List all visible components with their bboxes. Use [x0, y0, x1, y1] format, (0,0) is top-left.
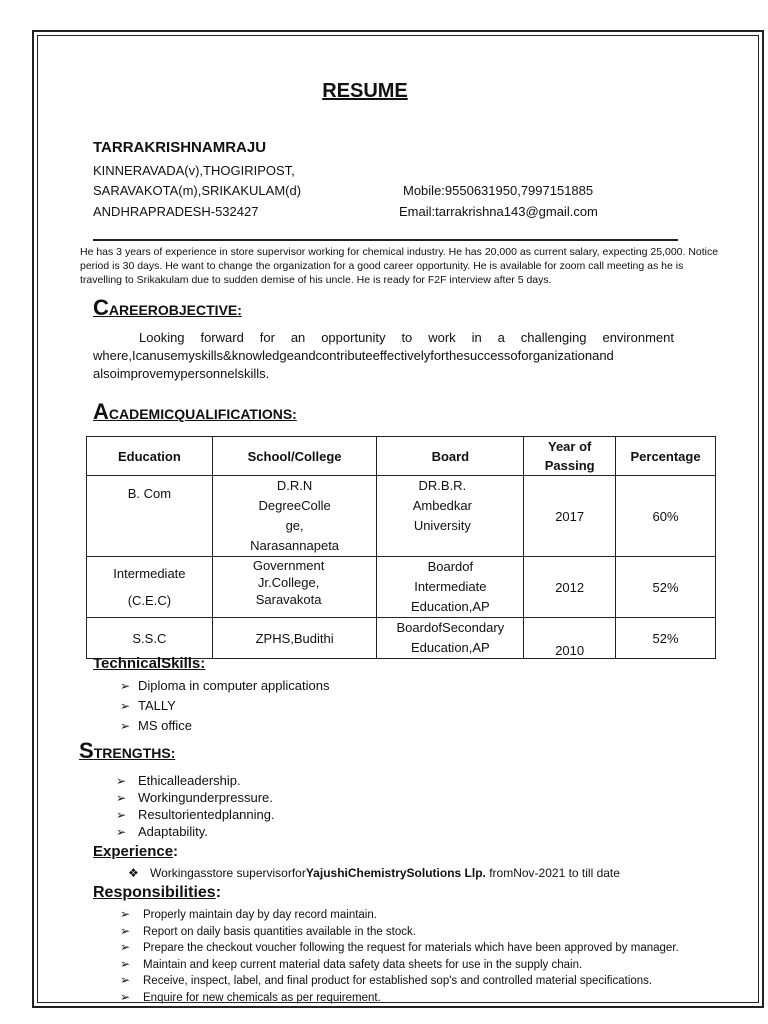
- list-item: [120, 956, 679, 973]
- resume-title: RESUME: [322, 80, 408, 102]
- arrow-bullet-icon: ➢: [116, 808, 127, 822]
- address-line-3: ANDHRAPRADESH-532427: [93, 204, 259, 219]
- percentage-cell: 52%: [616, 618, 716, 659]
- responsibility-text: Receive, inspect, label, and final product for established sop's and controlled material specifications.: [143, 975, 653, 987]
- experience-duration: fromNov-2021 to till date: [485, 866, 620, 880]
- cell-text: ge,: [285, 518, 304, 533]
- cell-text: DR.B.R.: [418, 478, 467, 493]
- arrow-bullet-icon: ➢: [120, 679, 131, 693]
- cell-text: ZPHS,Budithi: [255, 630, 334, 646]
- column-header: Percentage: [616, 437, 716, 476]
- cell-text: Education,AP: [410, 640, 490, 655]
- heading-text: AREEROBJECTIVE:: [108, 302, 242, 318]
- responsibilities-heading: [93, 884, 221, 902]
- strength-text: Workingunderpressure.: [138, 790, 273, 805]
- cell-text: Saravakota: [255, 592, 322, 607]
- table-row: [87, 557, 716, 618]
- heading-text: Experience: [93, 843, 174, 860]
- header-divider: [93, 239, 678, 241]
- technical-skills-heading: TechnicalSkills:: [93, 655, 206, 672]
- experience-heading: [93, 843, 178, 860]
- arrow-bullet-icon: ➢: [120, 940, 131, 954]
- strength-text: Resultorientedplanning.: [138, 807, 275, 822]
- cell-text: DegreeColle: [258, 498, 331, 513]
- column-header: Board: [377, 437, 524, 476]
- cell-text: Government: [252, 558, 325, 573]
- school-cell: [212, 557, 377, 618]
- list-item: [120, 923, 679, 940]
- responsibility-text: Report on daily basis quantities available in the stock.: [143, 925, 416, 938]
- table-row: [87, 618, 716, 659]
- responsibility-text: Enquire for new chemicals as per requirement.: [143, 991, 381, 1004]
- strength-item: [116, 807, 275, 822]
- email-address: Email:tarrakrishna143@gmail.com: [399, 204, 598, 219]
- arrow-bullet-icon: ➢: [120, 989, 131, 1004]
- heading-text: Responsibilities: [93, 884, 216, 901]
- column-header: Education: [87, 437, 213, 476]
- cell-text: Boardof: [427, 559, 474, 574]
- strength-text: Ethicalleadership.: [138, 773, 241, 788]
- year-cell: 2012: [524, 557, 616, 618]
- cell-text: Education,AP: [410, 599, 490, 614]
- responsibility-text: Properly maintain day by day record maintain.: [143, 909, 377, 921]
- experience-prefix: Workingasstore supervisorfor: [150, 866, 306, 880]
- career-objective-heading: [93, 295, 242, 321]
- board-cell: [377, 557, 524, 618]
- education-cell: [87, 557, 213, 618]
- column-header: Year of Passing: [524, 437, 616, 476]
- strength-item: [116, 824, 208, 839]
- arrow-bullet-icon: ➢: [120, 956, 131, 971]
- heading-colon: :: [215, 884, 222, 901]
- arrow-bullet-icon: ➢: [116, 825, 127, 839]
- cell-text: Jr.College,: [257, 575, 320, 590]
- percentage-cell: 60%: [616, 476, 716, 557]
- cell-text: S.S.C: [132, 630, 167, 646]
- responsibility-text: Prepare the checkout voucher following the request for materials which have been approved by manager.: [143, 942, 679, 954]
- career-objective-text: [93, 329, 674, 383]
- arrow-bullet-icon: ➢: [120, 699, 131, 713]
- year-cell: 2010: [524, 618, 616, 659]
- objective-line-3: alsoimprovemypersonnelskills.: [93, 366, 270, 381]
- cell-text: Intermediate: [414, 579, 487, 594]
- school-cell: [212, 618, 377, 659]
- column-header: School/College: [212, 437, 377, 476]
- board-cell: [377, 618, 524, 659]
- cell-text: Intermediate: [113, 566, 186, 581]
- strengths-heading: [79, 738, 175, 764]
- heading-initial: A: [93, 399, 109, 424]
- percentage-cell: 52%: [616, 557, 716, 618]
- skill-text: MS office: [138, 718, 192, 733]
- arrow-bullet-icon: ➢: [116, 791, 127, 805]
- education-cell: [87, 476, 213, 557]
- responsibility-text: Maintain and keep current material data safety data sheets for use in the supply chain.: [143, 958, 583, 971]
- arrow-bullet-icon: ➢: [120, 907, 131, 921]
- academic-qualifications-heading: [93, 399, 297, 425]
- objective-line-2: where,Icanusemyskills&knowledgeandcontributeeffectivelyforthesuccessoforganizationand: [93, 348, 614, 363]
- objective-line-1: Looking forward for an opportunity to work in a challenging environment: [139, 330, 674, 345]
- board-cell: [377, 476, 524, 557]
- cell-text: Narasannapeta: [250, 538, 340, 553]
- heading-text: CADEMICQUALIFICATIONS:: [108, 406, 297, 422]
- education-cell: [87, 618, 213, 659]
- skill-text: Diploma in computer applications: [138, 678, 330, 693]
- skill-text: TALLY: [138, 698, 176, 713]
- profile-summary: He has 3 years of experience in store supervisor working for chemical industry. He has 20,000 as current salary, expecting 25,000. Notice period is 30 days. He want to change the organization for a good career opportunity. He is available for zoom call meeting as he is travelling to Srikakulam due to sudden demise of his uncle. He is ready for F2F interview after 5 days.: [80, 246, 719, 286]
- cell-text: Ambedkar: [412, 498, 472, 513]
- list-item: [120, 906, 679, 923]
- strength-item: [116, 790, 273, 805]
- heading-initial: C: [93, 295, 109, 320]
- cell-text: BoardofSecondary: [396, 620, 505, 635]
- year-cell: 2017: [524, 476, 616, 557]
- table-header-row: [87, 437, 716, 476]
- list-item: [120, 972, 679, 989]
- company-name: YajushiChemistrySolutions Llp.: [305, 866, 486, 880]
- table-row: [87, 476, 716, 557]
- heading-initial: S: [79, 738, 94, 763]
- cell-text: B. Com: [127, 486, 172, 501]
- cell-text: University: [413, 518, 471, 533]
- diamond-bullet-icon: ❖: [128, 866, 139, 880]
- arrow-bullet-icon: ➢: [116, 774, 127, 788]
- arrow-bullet-icon: ➢: [120, 973, 131, 987]
- address-line-2: SARAVAKOTA(m),SRIKAKULAM(d): [93, 183, 302, 198]
- skill-item: [120, 698, 176, 713]
- strength-text: Adaptability.: [138, 824, 208, 839]
- list-item: [120, 989, 679, 1006]
- mobile-number: Mobile:9550631950,7997151885: [403, 183, 594, 198]
- cell-text: D.R.N: [276, 478, 313, 493]
- candidate-name: TARRAKRISHNAMRAJU: [93, 139, 267, 156]
- experience-entry: [128, 866, 620, 880]
- cell-text: (C.E.C): [127, 593, 172, 608]
- skill-item: [120, 718, 192, 733]
- responsibilities-list: [120, 906, 679, 1005]
- address-line-1: KINNERAVADA(v),THOGIRIPOST,: [93, 163, 295, 178]
- academic-table: [86, 436, 716, 659]
- skill-item: [120, 678, 329, 693]
- heading-text: TRENGTHS:: [93, 745, 176, 761]
- school-cell: [212, 476, 377, 557]
- arrow-bullet-icon: ➢: [120, 923, 131, 938]
- strength-item: [116, 773, 241, 788]
- arrow-bullet-icon: ➢: [120, 719, 131, 733]
- list-item: [120, 939, 679, 956]
- heading-colon: :: [173, 843, 179, 860]
